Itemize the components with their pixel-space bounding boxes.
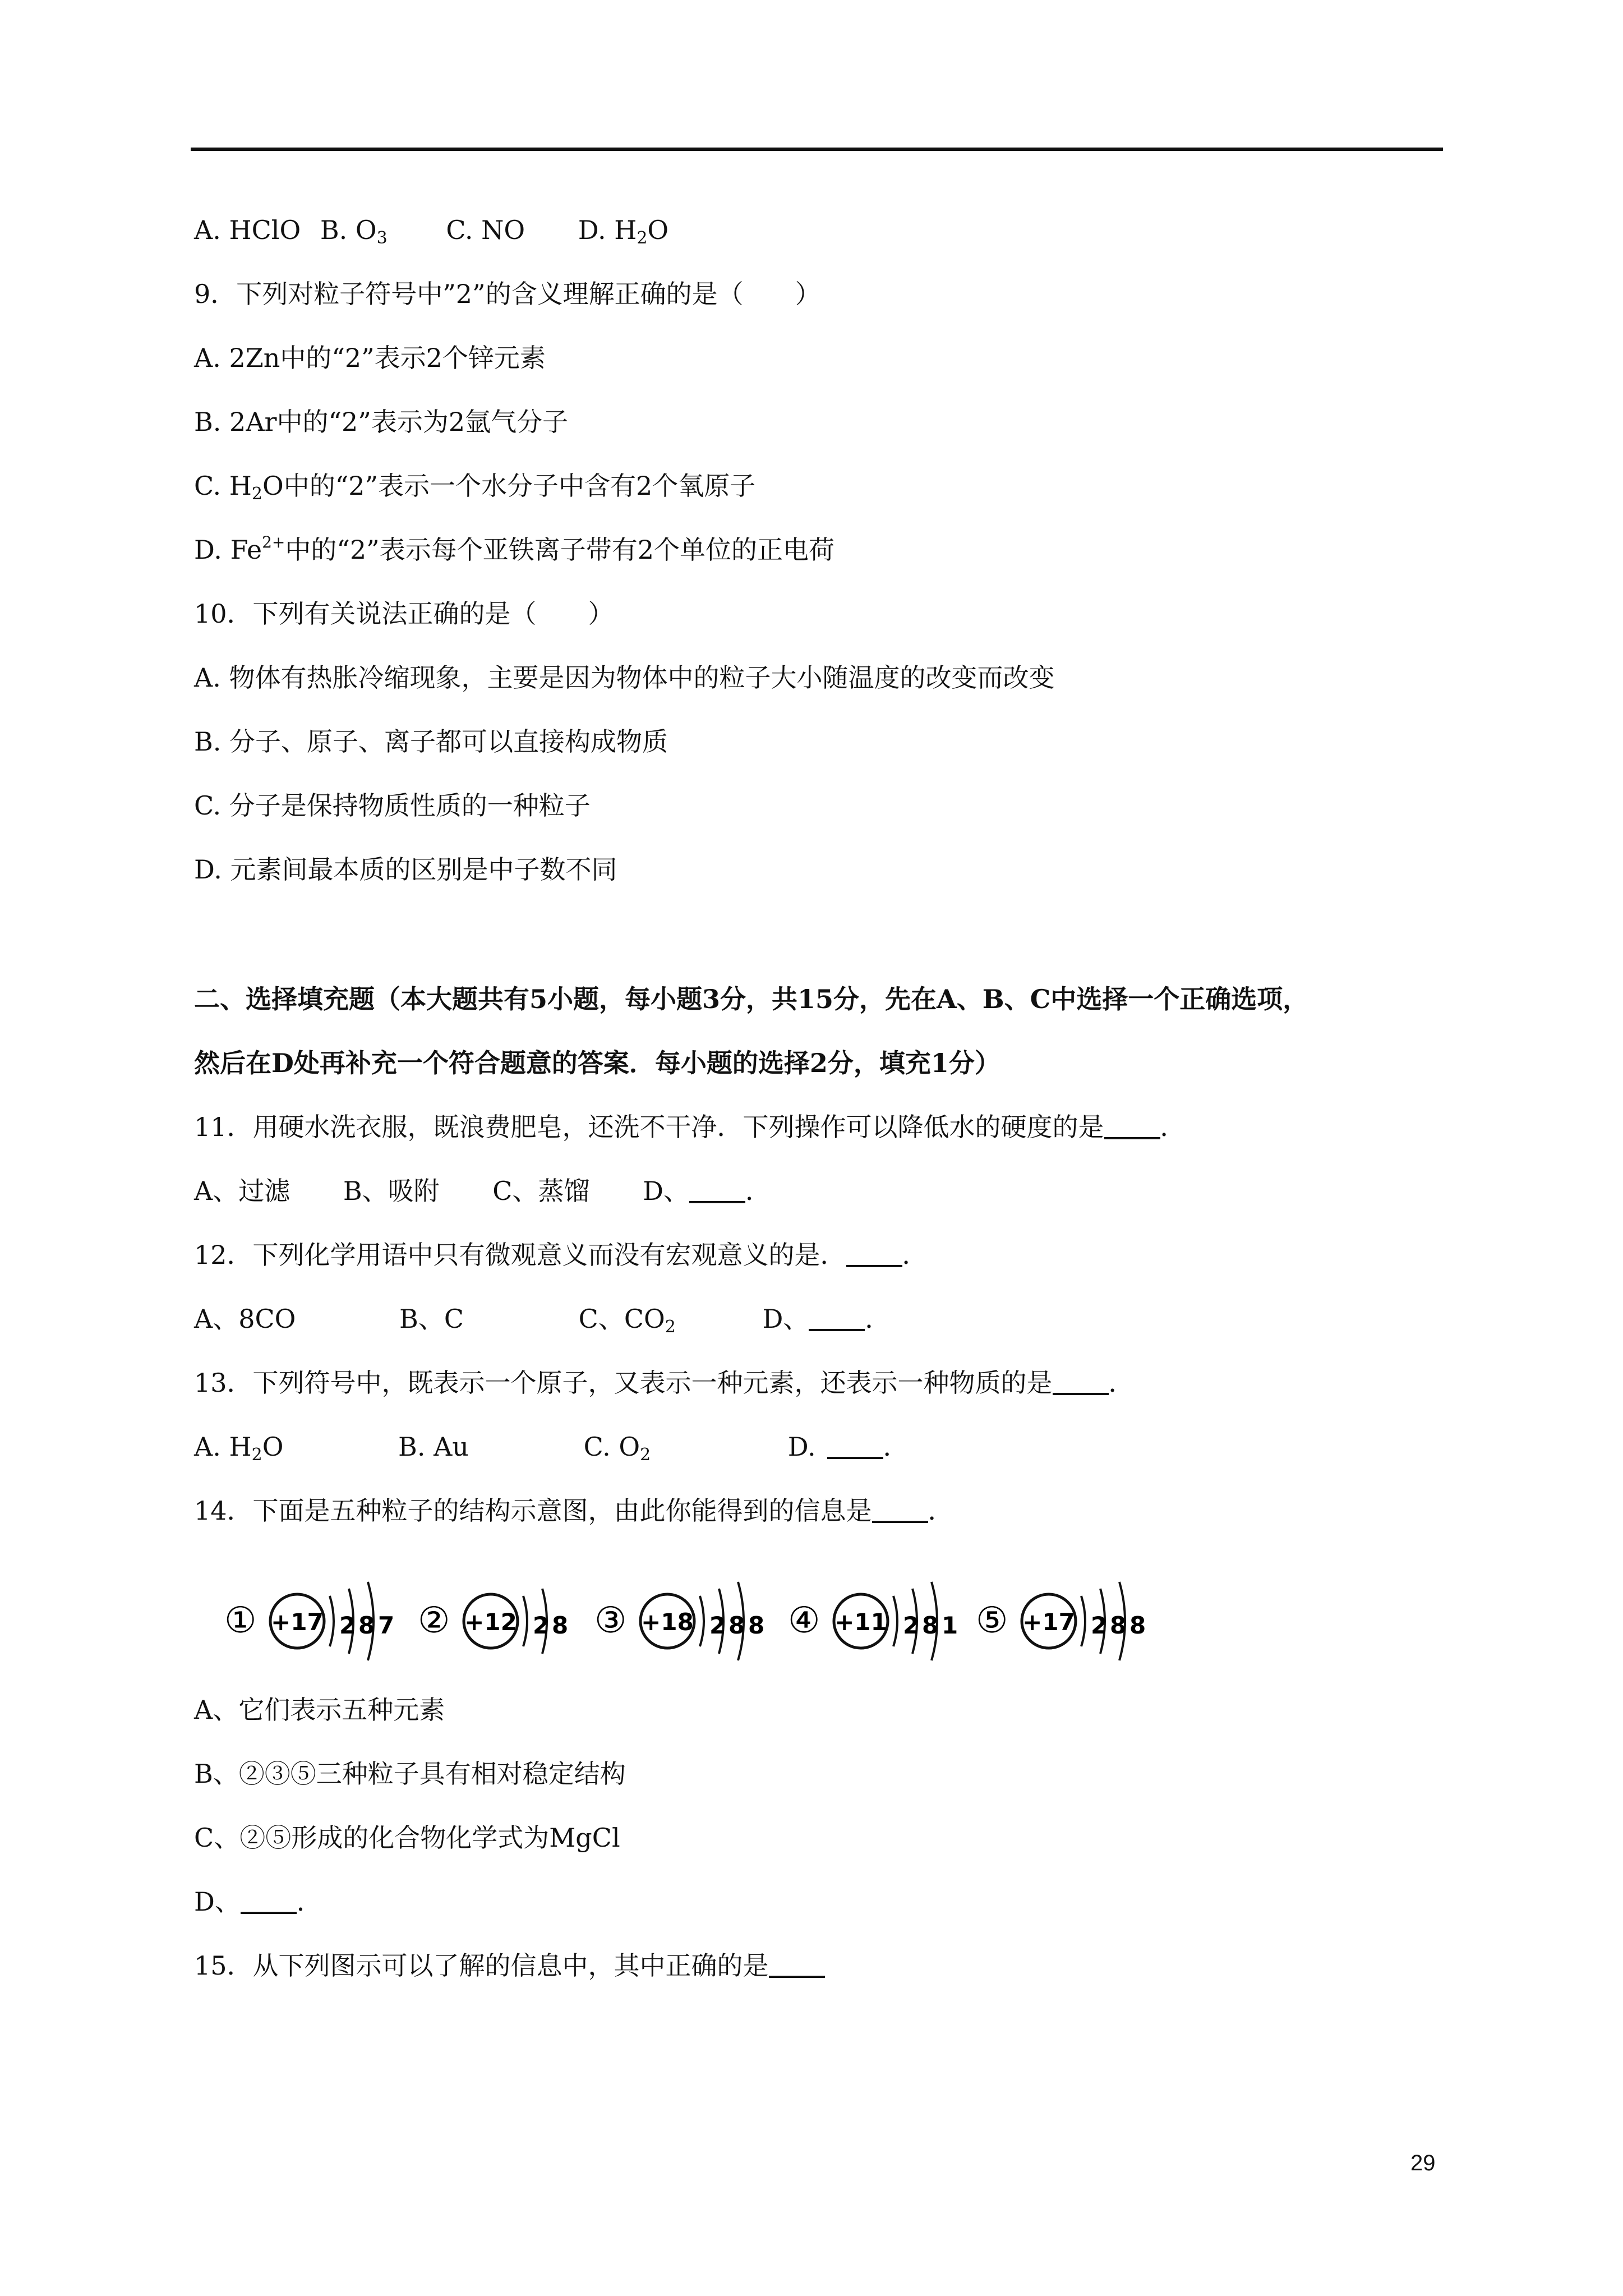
q10-option-d: D. 元素间最本质的区别是中子数不同	[194, 854, 617, 885]
q9-option-a: A. 2Zn中的“2”表示2个锌元素	[194, 343, 546, 373]
q9-option-d: D. $Fe^{2+}$中的“2”表示每个亚铁离子带有2个单位的正电荷	[194, 533, 834, 565]
nucleus-charge: +11	[834, 1608, 887, 1636]
q11-stem: 11．用硬水洗衣服，既浪费肥皂，还洗不干净．下列操作可以降低水的硬度的是 ．	[194, 1112, 1186, 1142]
section2-heading-line1: 二、选择填充题（本大题共有5小题，每小题3分，共15分，先在A、B、C中选择一个正确选项，	[194, 984, 1309, 1014]
page-number: 29	[1410, 2151, 1436, 2175]
nucleus-charge: +18	[641, 1608, 694, 1636]
particle-label: ②	[418, 1600, 450, 1641]
particle-structure-diagrams	[224, 1565, 1150, 1677]
particle-5	[976, 1582, 1146, 1660]
electron-shell-arc	[1081, 1596, 1085, 1646]
q14-option-a: A、它们表示五种元素	[194, 1695, 445, 1725]
q13-option-b: B. Au	[398, 1432, 469, 1462]
particle-label: ①	[224, 1600, 257, 1641]
q14-stem: 14．下面是五种粒子的结构示意图，由此你能得到的信息是 ．	[194, 1496, 954, 1526]
q9-option-b: B. 2Ar中的“2”表示为2氩气分子	[194, 407, 569, 437]
electron-count: 2	[903, 1612, 920, 1639]
q13-option-d: D. ．	[787, 1432, 909, 1462]
header-rule	[191, 148, 1443, 151]
electron-count: 8	[748, 1612, 765, 1639]
electron-count: 1	[942, 1612, 958, 1639]
electron-count: 8	[1110, 1612, 1127, 1639]
q12-option-a: A、8CO	[194, 1304, 296, 1334]
answer-blank[interactable]	[769, 1953, 825, 1978]
q10-option-c: C. 分子是保持物质性质的一种粒子	[194, 790, 591, 821]
answer-blank[interactable]	[827, 1434, 883, 1459]
q8-option-b: B. $O_3$	[320, 215, 388, 248]
answer-blank[interactable]	[689, 1179, 745, 1203]
q9-stem: 9．下列对粒子符号中”2”的含义理解正确的是（ ）	[194, 279, 821, 309]
particle-label: ④	[788, 1600, 820, 1641]
q9-option-c: C. $H_2O$中的“2”表示一个水分子中含有2个氧原子	[194, 471, 756, 504]
q12-options	[194, 1302, 891, 1336]
q11-option-d: D、 ．	[643, 1176, 772, 1206]
electron-count: 2	[533, 1612, 550, 1639]
electron-count: 8	[358, 1612, 375, 1639]
electron-count: 2	[709, 1612, 726, 1639]
q13-stem: 13．下列符号中，既表示一个原子，又表示一种元素，还表示一种物质的是 ．	[194, 1368, 1135, 1398]
q12-option-d: D、 ．	[762, 1304, 891, 1334]
q11-option-b: B、吸附	[343, 1176, 440, 1206]
q10-stem: 10．下列有关说法正确的是（ ）	[194, 599, 614, 629]
electron-count: 8	[552, 1612, 569, 1639]
particle-label: ⑤	[976, 1600, 1008, 1641]
particle-1	[224, 1582, 394, 1660]
nucleus-charge: +17	[1022, 1608, 1075, 1636]
section2-heading-line2: 然后在D处再补充一个符合题意的答案．每小题的选择2分，填充1分）	[194, 1048, 1000, 1078]
electron-count: 2	[339, 1612, 356, 1639]
answer-blank[interactable]	[809, 1306, 865, 1331]
q12-option-c: C、$CO_2$	[578, 1304, 676, 1337]
answer-blank[interactable]	[241, 1889, 297, 1914]
answer-blank[interactable]	[846, 1243, 902, 1267]
q8-option-a: A. HClO	[194, 215, 301, 245]
answer-blank[interactable]	[1053, 1370, 1109, 1395]
q13-options	[194, 1430, 909, 1464]
particle-2	[418, 1589, 568, 1654]
q11-options	[194, 1174, 771, 1208]
q14-option-c: C、②⑤形成的化合物化学式为MgCl	[194, 1823, 620, 1853]
q14-option-d: D、 ．	[194, 1887, 322, 1917]
q8-option-d: D. $H_2O$	[578, 215, 669, 248]
electron-count: 8	[1129, 1612, 1146, 1639]
q13-option-c: C. $O_2$	[583, 1432, 651, 1465]
electron-count: 7	[378, 1612, 395, 1639]
answer-blank[interactable]	[1104, 1115, 1160, 1139]
particle-4	[788, 1582, 958, 1660]
particle-3	[594, 1582, 764, 1660]
q11-option-c: C、蒸馏	[492, 1176, 590, 1206]
particle-label: ③	[594, 1600, 627, 1641]
electron-shell-arc	[893, 1596, 897, 1646]
electron-count: 2	[1091, 1612, 1108, 1639]
nucleus-charge: +17	[271, 1608, 324, 1636]
q10-option-a: A. 物体有热胀冷缩现象，主要是因为物体中的粒子大小随温度的改变而改变	[194, 662, 1055, 693]
q13-option-a: A. $H_2O$	[194, 1432, 284, 1465]
q10-option-b: B. 分子、原子、离子都可以直接构成物质	[194, 726, 668, 757]
q11-option-a: A、过滤	[194, 1176, 291, 1206]
q8-option-c: C. NO	[446, 215, 525, 245]
q12-stem: 12．下列化学用语中只有微观意义而没有宏观意义的是． ．	[194, 1240, 928, 1270]
q14-option-b: B、②③⑤三种粒子具有相对稳定结构	[194, 1759, 626, 1789]
q8-options	[194, 213, 668, 247]
electron-count: 8	[728, 1612, 745, 1639]
electron-count: 8	[922, 1612, 939, 1639]
electron-shell-arc	[523, 1596, 527, 1646]
answer-blank[interactable]	[872, 1498, 928, 1523]
q12-option-b: B、C	[399, 1304, 464, 1334]
electron-shell-arc	[700, 1596, 704, 1646]
electron-shell-arc	[330, 1596, 334, 1646]
q15-stem: 15．从下列图示可以了解的信息中，其中正确的是	[194, 1949, 825, 1982]
nucleus-charge: +12	[464, 1608, 517, 1636]
